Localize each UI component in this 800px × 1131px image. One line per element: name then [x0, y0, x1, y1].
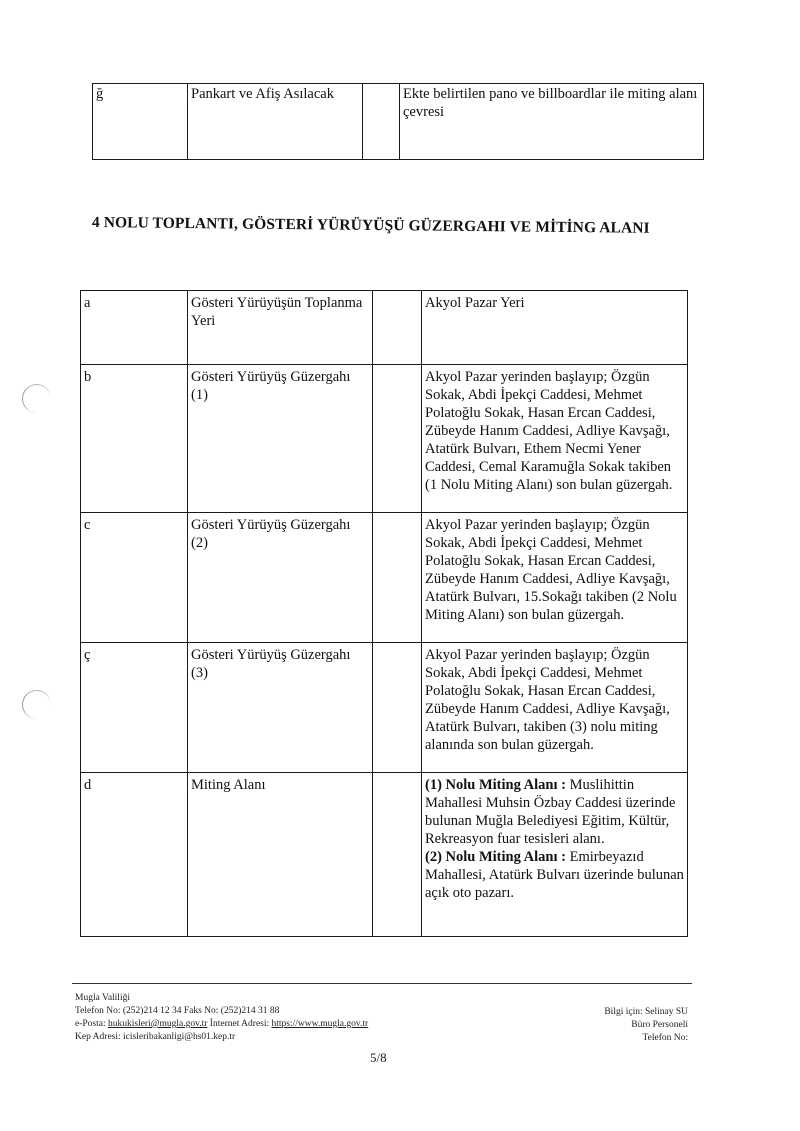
miting-area-1-text: Muslihittin Mahallesi Muhsin Özbay Caddesi üzerinde bulunan Muğla Belediyesi Eğitim, Kültür, Rekreasyon fuar tesisleri alanı.: [425, 777, 676, 847]
web-label: İnternet Adresi:: [207, 1019, 272, 1029]
empty-cell: [373, 513, 422, 643]
row-label: Gösteri Yürüyüşün Toplanma Yeri: [188, 291, 373, 365]
table-row: [81, 365, 688, 513]
miting-area-2-text: Emirbeyazıd Mahallesi, Atatürk Bulvarı üzerinde bulunan açık oto pazarı.: [425, 849, 684, 901]
table-row: [81, 643, 688, 773]
table-row: [81, 291, 688, 365]
row-value: Ekte belirtilen pano ve billboardlar ile miting alanı çevresi: [400, 84, 704, 160]
row-letter: ğ: [93, 84, 188, 160]
row-label: Gösteri Yürüyüş Güzergahı (1): [188, 365, 373, 513]
row-value: [422, 773, 688, 937]
table-row: [93, 84, 704, 160]
section-title: 4 NOLU TOPLANTI, GÖSTERİ YÜRÜYÜŞÜ GÜZERGAHI VE MİTİNG ALANI: [91, 214, 650, 237]
footer-info-role: Büro Personeli: [631, 1020, 688, 1030]
footer-org: Mugla Valiliği: [75, 993, 130, 1003]
row-label: Miting Alanı: [188, 773, 373, 937]
empty-cell: [373, 365, 422, 513]
empty-cell: [373, 643, 422, 773]
row-label: Gösteri Yürüyüş Güzergahı (2): [188, 513, 373, 643]
table-row: [81, 773, 688, 937]
web-link[interactable]: https://www.mugla.gov.tr: [271, 1019, 369, 1029]
punch-hole: [22, 690, 51, 719]
footer-info: [604, 1006, 688, 1045]
miting-area-1-title: (1) Nolu Miting Alanı :: [425, 777, 566, 793]
row-label: Gösteri Yürüyüş Güzergahı (3): [188, 643, 373, 773]
row-value: Akyol Pazar yerinden başlayıp; Özgün Sokak, Abdi İpekçi Caddesi, Mehmet Polatoğlu Sokak, Hasan Ercan Caddesi, Zübeyde Hanım Caddesi, Adliye Kavşağı, Atatürk Bulvarı, Ethem Necmi Yener Caddesi, Cemal Karamuğla Sokak takiben (1 Nolu Miting Alanı) son bulan güzergah.: [422, 365, 688, 513]
table-row: [81, 513, 688, 643]
row-letter: c: [81, 513, 188, 643]
top-table: [92, 83, 704, 160]
footer-divider: [72, 983, 692, 984]
footer-info-phone: Telefon No:: [642, 1033, 688, 1043]
email-link[interactable]: hukukisleri@mugla.gov.tr: [107, 1019, 208, 1029]
row-value: Akyol Pazar yerinden başlayıp; Özgün Sokak, Abdi İpekçi Caddesi, Mehmet Polatoğlu Sokak, Hasan Ercan Caddesi, Zübeyde Hanım Caddesi, Adliye Kavşağı, Atatürk Bulvarı, takiben (3) nolu miting alanında son bulan güzergah.: [422, 643, 688, 773]
row-letter: b: [81, 365, 188, 513]
footer-contact: [75, 992, 368, 1044]
footer-info-person: Bilgi için: Selinay SU: [604, 1007, 688, 1017]
empty-cell: [373, 291, 422, 365]
empty-cell: [373, 773, 422, 937]
row-letter: d: [81, 773, 188, 937]
footer-phone: Telefon No: (252)214 12 34 Faks No: (252)214 31 88: [75, 1006, 280, 1016]
row-label: Pankart ve Afiş Asılacak: [188, 84, 363, 160]
row-value: Akyol Pazar yerinden başlayıp; Özgün Sokak, Abdi İpekçi Caddesi, Mehmet Polatoğlu Sokak, Hasan Ercan Caddesi, Zübeyde Hanım Caddesi, Adliye Kavşağı, Atatürk Bulvarı, 15.Sokağı takiben (2 Nolu Miting Alanı) son bulan güzergah.: [422, 513, 688, 643]
empty-cell: [363, 84, 400, 160]
email-label: e-Posta:: [75, 1019, 108, 1029]
punch-hole: [22, 384, 51, 413]
footer-email-line: [75, 1018, 368, 1031]
main-table: [80, 290, 688, 937]
page-number: 5/8: [370, 1050, 387, 1065]
row-letter: a: [81, 291, 188, 365]
row-letter: ç: [81, 643, 188, 773]
footer-kep: Kep Adresi: icisleribakanligi@hs01.kep.tr: [75, 1032, 236, 1042]
miting-area-2-title: (2) Nolu Miting Alanı :: [425, 849, 566, 865]
row-value: Akyol Pazar Yeri: [422, 291, 688, 365]
